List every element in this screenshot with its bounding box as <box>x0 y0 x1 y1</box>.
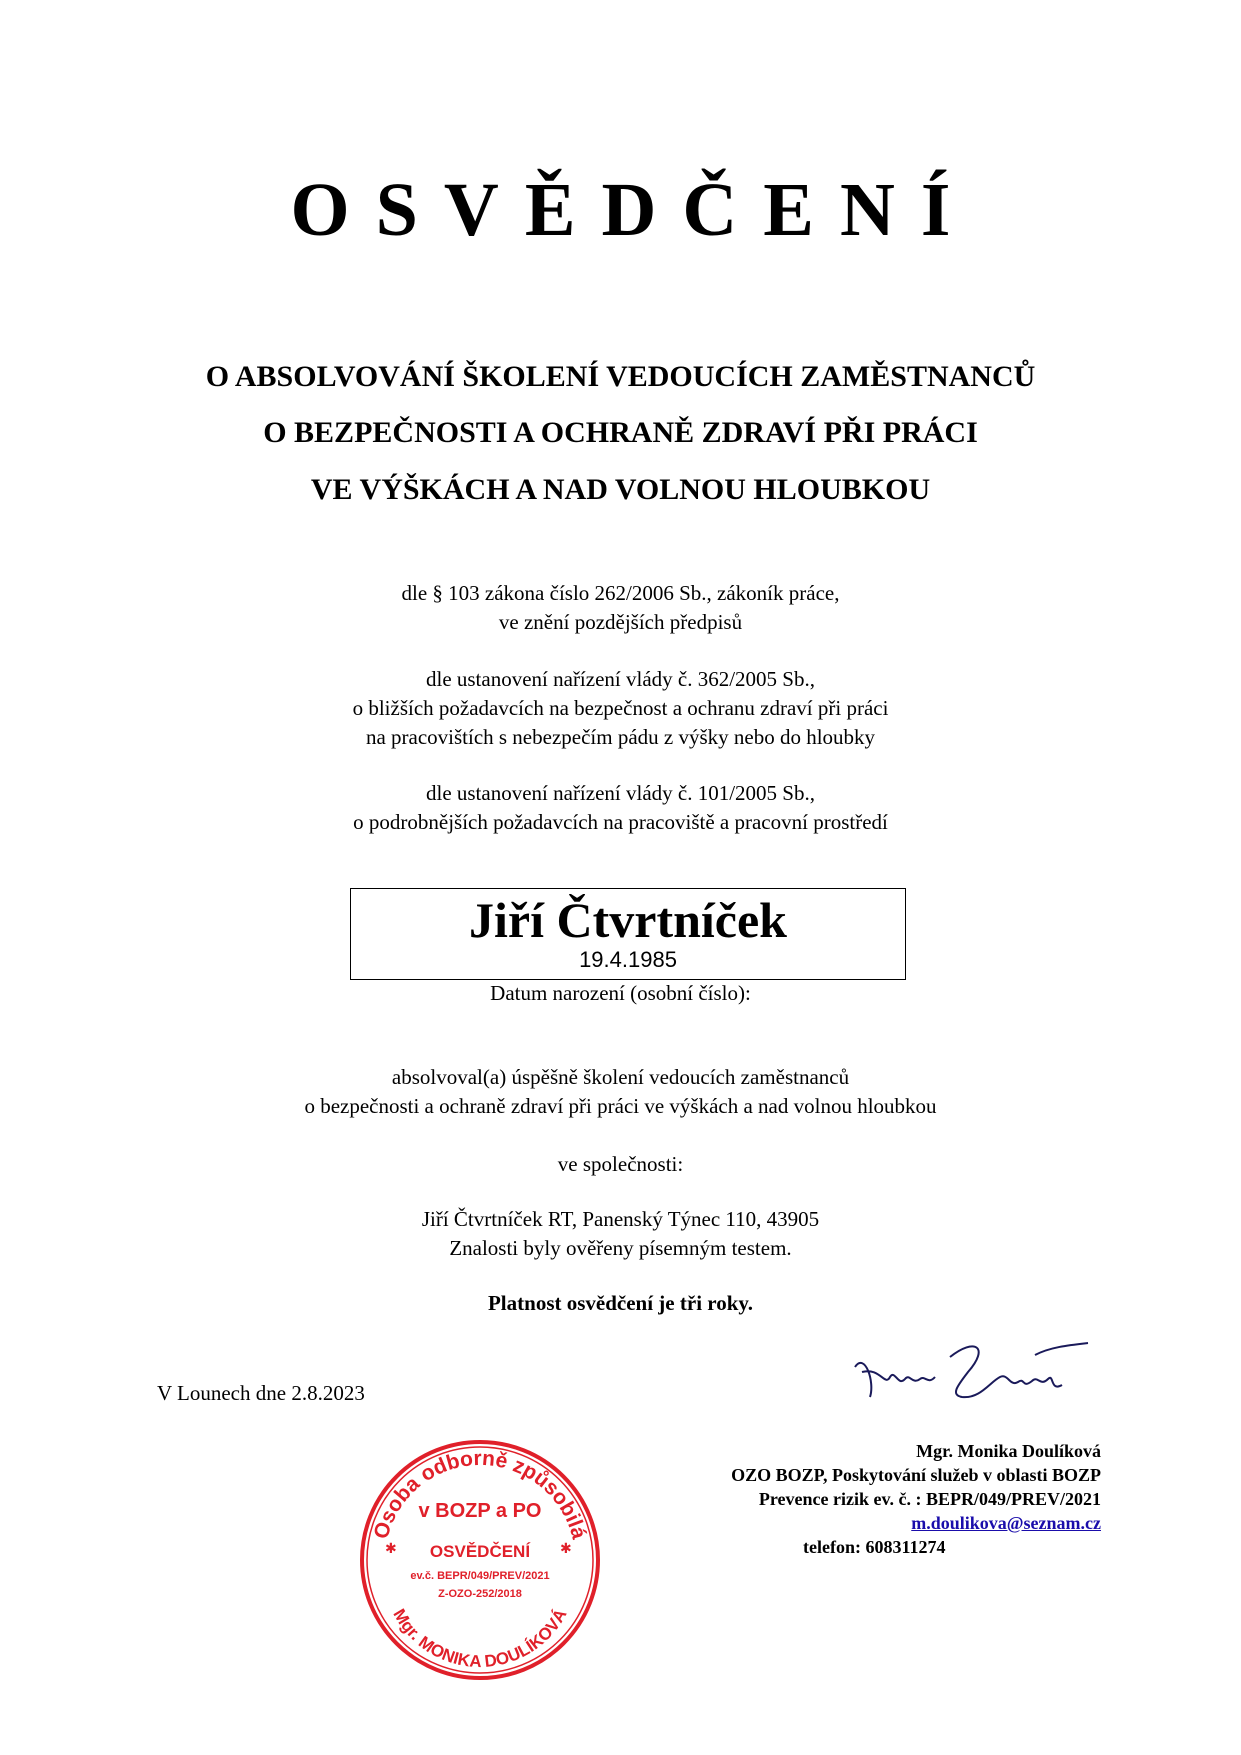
law2-line-2: o bližších požadavcích na bezpečnost a ochranu zdraví při práci <box>352 696 889 720</box>
law-reference-2 <box>0 665 1241 752</box>
signer-phone: telefon: 608311274 <box>803 1537 946 1557</box>
law2-line-3: na pracovištích s nebezpečím pádu z výšky nebo do hloubky <box>365 725 876 749</box>
signature <box>850 1327 1090 1417</box>
law3-line-1: dle ustanovení nařízení vlády č. 101/2005 Sb., <box>425 781 815 805</box>
completion-text <box>0 1063 1241 1121</box>
company-info <box>0 1205 1241 1263</box>
signer-registration: Prevence rizik ev. č. : BEPR/049/PREV/2021 <box>758 1489 1101 1509</box>
stamp-top-text: Osoba odborně způsobilá <box>369 1446 591 1542</box>
stamp-bottom-text: Mgr. MONIKA DOULÍKOVÁ <box>389 1605 571 1672</box>
company-line-2: Znalosti byly ověřeny písemným testem. <box>449 1236 792 1260</box>
dob-label: Datum narození (osobní číslo): <box>490 981 751 1005</box>
official-stamp <box>355 1435 605 1690</box>
stamp-star-left: ✱ <box>385 1541 397 1557</box>
company-label: ve společnosti: <box>557 1152 684 1176</box>
heading-line-2: O BEZPEČNOSTI A OCHRANĚ ZDRAVÍ PŘI PRÁCI <box>263 416 978 449</box>
signer-role: OZO BOZP, Poskytování služeb v oblasti BOZP <box>731 1465 1101 1485</box>
person-dob: 19.4.1985 <box>579 947 677 972</box>
stamp-line-2: v BOZP a PO <box>418 1500 542 1522</box>
document-title: OSVĚDČENÍ <box>290 168 977 252</box>
law1-line-1: dle § 103 zákona číslo 262/2006 Sb., zákoník práce, <box>401 581 840 605</box>
heading-line-3: VE VÝŠKÁCH A NAD VOLNOU HLOUBKOU <box>310 473 931 506</box>
heading-line-1: O ABSOLVOVÁNÍ ŠKOLENÍ VEDOUCÍCH ZAMĚSTNANCŮ <box>205 360 1036 393</box>
stamp-ozo: Z-OZO-252/2018 <box>438 1588 522 1600</box>
validity-note: Platnost osvědčení je tři roky. <box>487 1291 753 1315</box>
law3-line-2: o podrobnějších požadavcích na pracoviště a pracovní prostředí <box>353 810 888 834</box>
stamp-seal <box>355 1435 605 1685</box>
person-box <box>350 888 906 980</box>
signer-block <box>581 1439 1101 1559</box>
company-line-1: Jiří Čtvrtníček RT, Panenský Týnec 110, 43905 <box>421 1207 820 1231</box>
completion-line-2: o bezpečnosti a ochraně zdraví při práci ve výškách a nad volnou hloubkou <box>304 1094 937 1118</box>
completion-line-1: absolvoval(a) úspěšně školení vedoucích zaměstnanců <box>391 1065 850 1089</box>
stamp-ev: ev.č. BEPR/049/PREV/2021 <box>410 1570 550 1582</box>
person-name: Jiří Čtvrtníček <box>469 892 787 948</box>
law-reference-3 <box>0 779 1241 837</box>
law-reference-1 <box>0 579 1241 637</box>
signer-email-link[interactable]: m.doulikova@seznam.cz <box>911 1513 1101 1533</box>
law1-line-2: ve znění pozdějších předpisů <box>498 610 743 634</box>
stamp-center: OSVĚDČENÍ <box>429 1542 531 1561</box>
stamp-star-right: ✱ <box>560 1541 572 1557</box>
place-and-date: V Lounech dne 2.8.2023 <box>157 1381 365 1405</box>
signer-name: Mgr. Monika Doulíková <box>916 1441 1101 1461</box>
law2-line-1: dle ustanovení nařízení vlády č. 362/2005 Sb., <box>425 667 815 691</box>
